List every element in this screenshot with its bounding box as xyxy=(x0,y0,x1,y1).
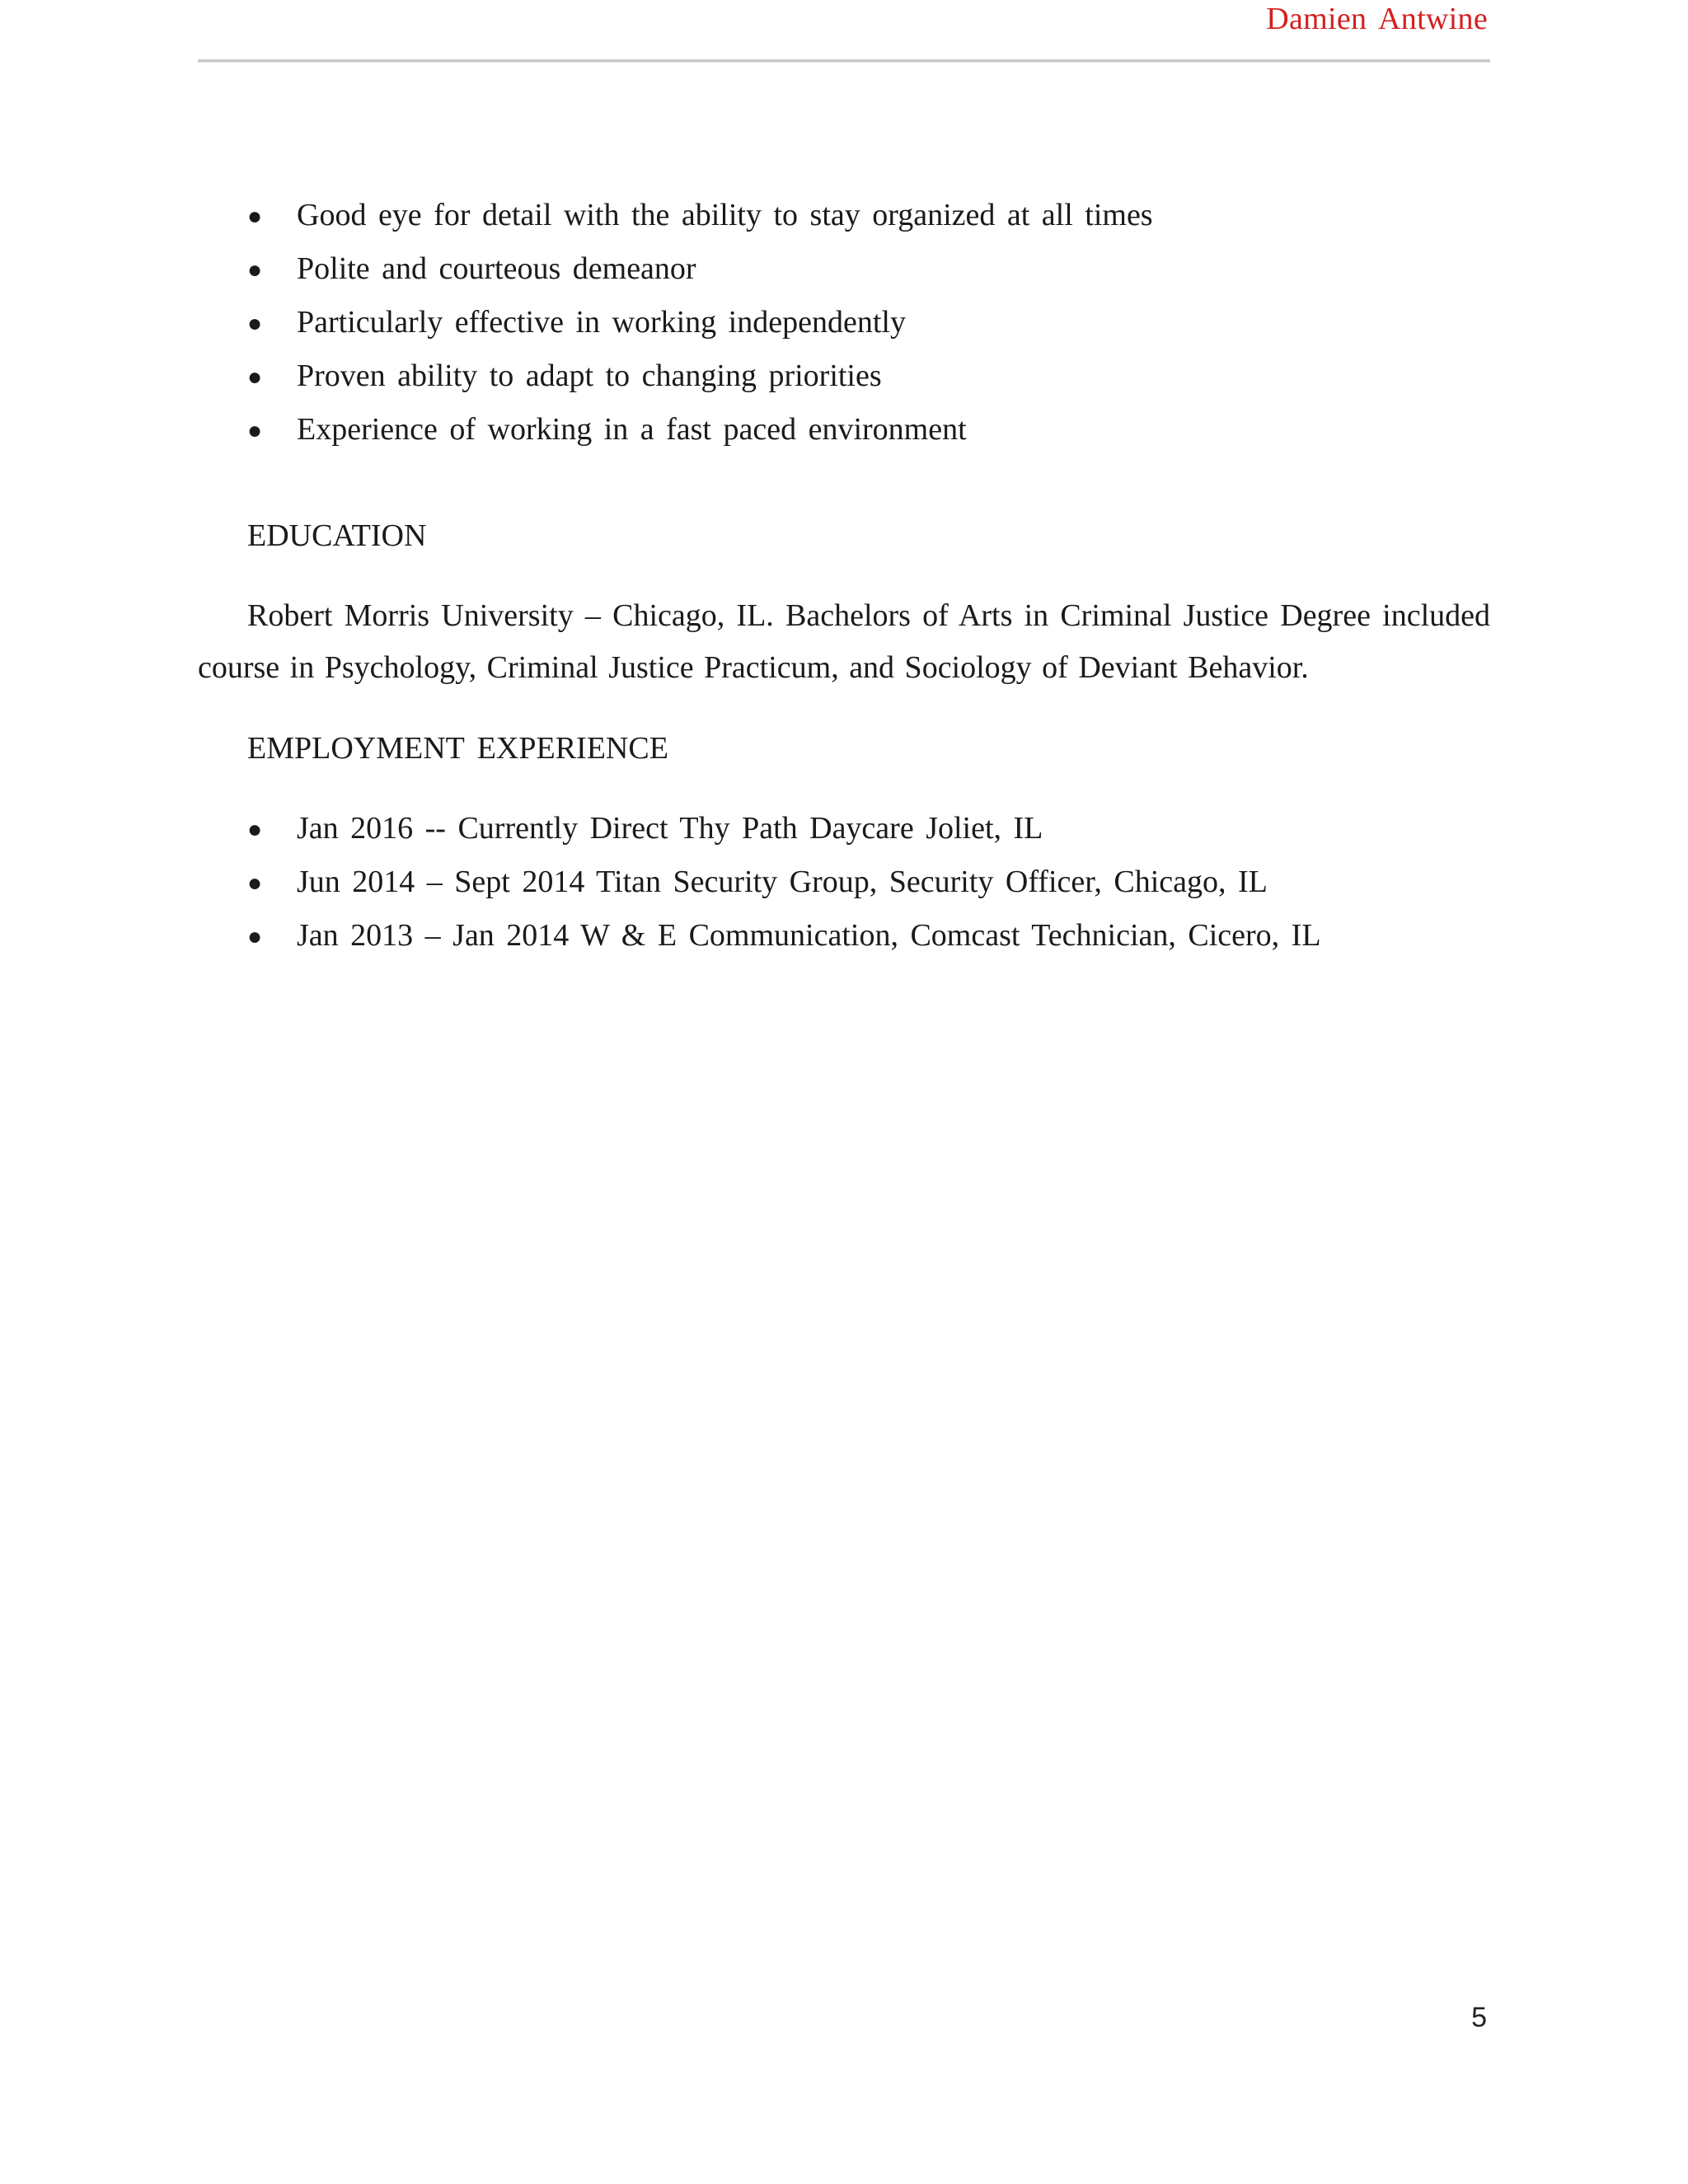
header-divider xyxy=(198,59,1490,63)
page-number: 5 xyxy=(1471,2002,1487,2033)
list-item xyxy=(198,355,1490,409)
skills-list xyxy=(198,194,1490,462)
education-paragraph: Robert Morris University – Chicago, IL. Bachelors of Arts in Criminal Justice Degree included course in Psychology, Criminal Justice Practicum, and Sociology of Deviant Behavior. xyxy=(198,598,1490,685)
skill-text: Polite and courteous demeanor xyxy=(297,251,696,286)
list-item xyxy=(198,808,1490,861)
bullet-icon: ● xyxy=(247,363,263,391)
header-name: Damien Antwine xyxy=(1266,2,1488,36)
employment-entry: Jan 2016 -- Currently Direct Thy Path Daycare Joliet, IL xyxy=(297,811,1043,846)
bullet-icon: ● xyxy=(247,203,263,230)
bullet-icon: ● xyxy=(247,310,263,337)
list-item xyxy=(198,861,1490,915)
bullet-icon: ● xyxy=(247,923,263,950)
bullet-icon: ● xyxy=(247,869,263,897)
employment-list xyxy=(198,808,1490,968)
skill-text: Good eye for detail with the ability to stay organized at all times xyxy=(297,198,1153,232)
skill-text: Particularly effective in working independently xyxy=(297,305,906,340)
skill-text: Experience of working in a fast paced environment xyxy=(297,412,967,447)
list-item xyxy=(198,302,1490,355)
list-item xyxy=(198,409,1490,462)
bullet-icon: ● xyxy=(247,256,263,284)
list-item xyxy=(198,248,1490,302)
list-item xyxy=(198,915,1490,968)
employment-heading: EMPLOYMENT EXPERIENCE xyxy=(247,731,668,766)
employment-entry: Jan 2013 – Jan 2014 W & E Communication, Comcast Technician, Cicero, IL xyxy=(297,918,1321,953)
employment-entry: Jun 2014 – Sept 2014 Titan Security Group, Security Officer, Chicago, IL xyxy=(297,865,1268,899)
skill-text: Proven ability to adapt to changing priorities xyxy=(297,359,882,393)
bullet-icon: ● xyxy=(247,816,263,843)
education-heading: EDUCATION xyxy=(247,518,427,553)
list-item xyxy=(198,194,1490,248)
bullet-icon: ● xyxy=(247,417,263,444)
